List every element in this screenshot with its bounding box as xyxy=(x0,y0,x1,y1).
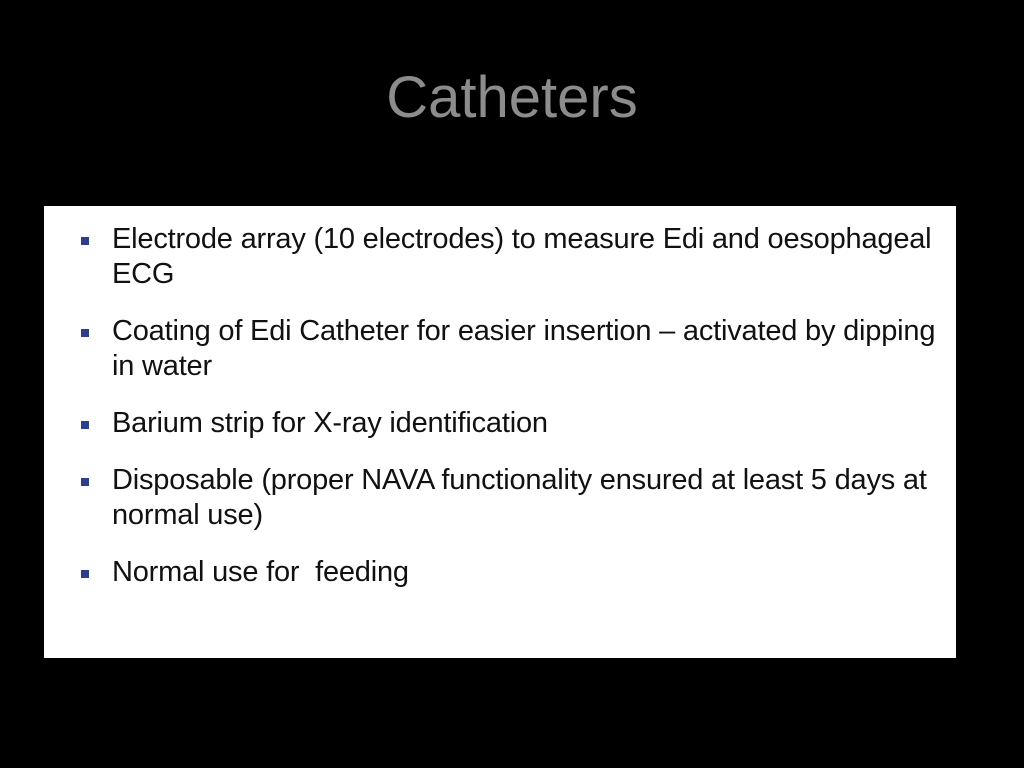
bullet-text: Electrode array (10 electrodes) to measure Edi and oesophageal ECG xyxy=(112,223,932,290)
square-bullet-icon xyxy=(81,478,89,486)
slide-title: Catheters xyxy=(386,65,638,130)
list-item xyxy=(44,463,944,533)
list-item xyxy=(44,222,944,292)
square-bullet-icon xyxy=(81,421,89,429)
list-item xyxy=(44,314,944,384)
bullet-text: Disposable (proper NAVA functionality ensured at least 5 days at normal use) xyxy=(112,464,927,531)
bullet-text: Barium strip for X-ray identification xyxy=(112,407,548,439)
square-bullet-icon xyxy=(81,570,89,578)
bullet-text: Normal use for feeding xyxy=(112,556,409,588)
bullet-text: Coating of Edi Catheter for easier insertion – activated by dipping in water xyxy=(112,315,936,382)
list-item xyxy=(44,406,944,441)
square-bullet-icon xyxy=(81,329,89,337)
content-panel xyxy=(44,206,956,658)
list-item xyxy=(44,555,944,590)
bullet-list xyxy=(44,222,944,612)
square-bullet-icon xyxy=(81,237,89,245)
